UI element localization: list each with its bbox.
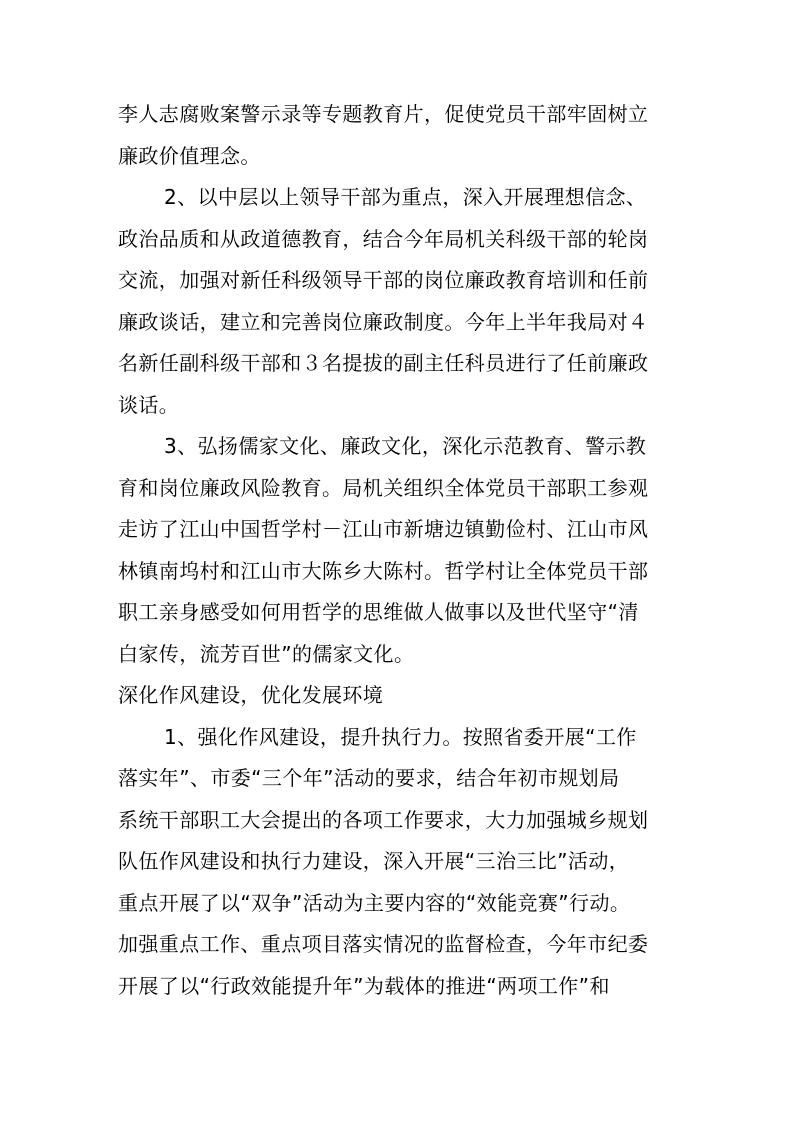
text-line: 3、弘扬儒家文化、廉政文化，深化示范教育、警示教 [164,434,647,458]
text-line: 政治品质和从政道德教育，结合今年局机关科级干部的轮岗 [118,226,649,251]
text-line: 重点开展了以“双争”活动为主要内容的“效能竞赛”行动。 [118,890,631,915]
text-line: 开展了以“行政效能提升年”为载体的推进“两项工作”和 [118,973,610,998]
document-body [118,94,688,1007]
section-heading: 深化作风建设，优化发展环境 [118,683,384,707]
text-line: 走访了江山中国哲学村－江山市新塘边镇勤俭村、江山市风 [118,517,649,541]
text-line: 李人志腐败案警示录等专题教育片，促使党员干部牢固树立 [118,102,649,126]
text-line: 2、以中层以上领导干部为重点，深入开展理想信念、 [164,185,647,209]
text-line: 队伍作风建设和执行力建设，深入开展“三治三比”活动， [118,849,630,873]
text-line: 廉政谈话，建立和完善岗位廉政制度。今年上半年我局对４ [118,309,649,334]
text-line: 育和岗位廉政风险教育。局机关组织全体党员干部职工参观 [118,475,649,500]
text-line: 廉政价值理念。 [118,143,261,168]
text-line: 交流，加强对新任科级领导干部的岗位廉政教育培训和任前 [118,268,649,292]
text-line: 落实年”、市委“三个年”活动的要求，结合年初市规划局 [118,766,620,790]
text-line: 加强重点工作、重点项目落实情况的监督检查，今年市纪委 [118,932,649,956]
text-line: 谈话。 [118,392,180,417]
text-line: 白家传，流芳百世”的儒家文化。 [118,641,415,666]
text-line: 1、强化作风建设，提升执行力。按照省委开展“工作 [164,724,637,749]
text-line: 职工亲身感受如何用哲学的思维做人做事以及世代坚守“清 [118,600,639,624]
text-line: 名新任副科级干部和３名提拔的副主任科员进行了任前廉政 [118,351,649,375]
text-line: 林镇南坞村和江山市大陈乡大陈村。哲学村让全体党员干部 [118,558,649,583]
text-line: 系统干部职工大会提出的各项工作要求，大力加强城乡规划 [118,807,649,832]
